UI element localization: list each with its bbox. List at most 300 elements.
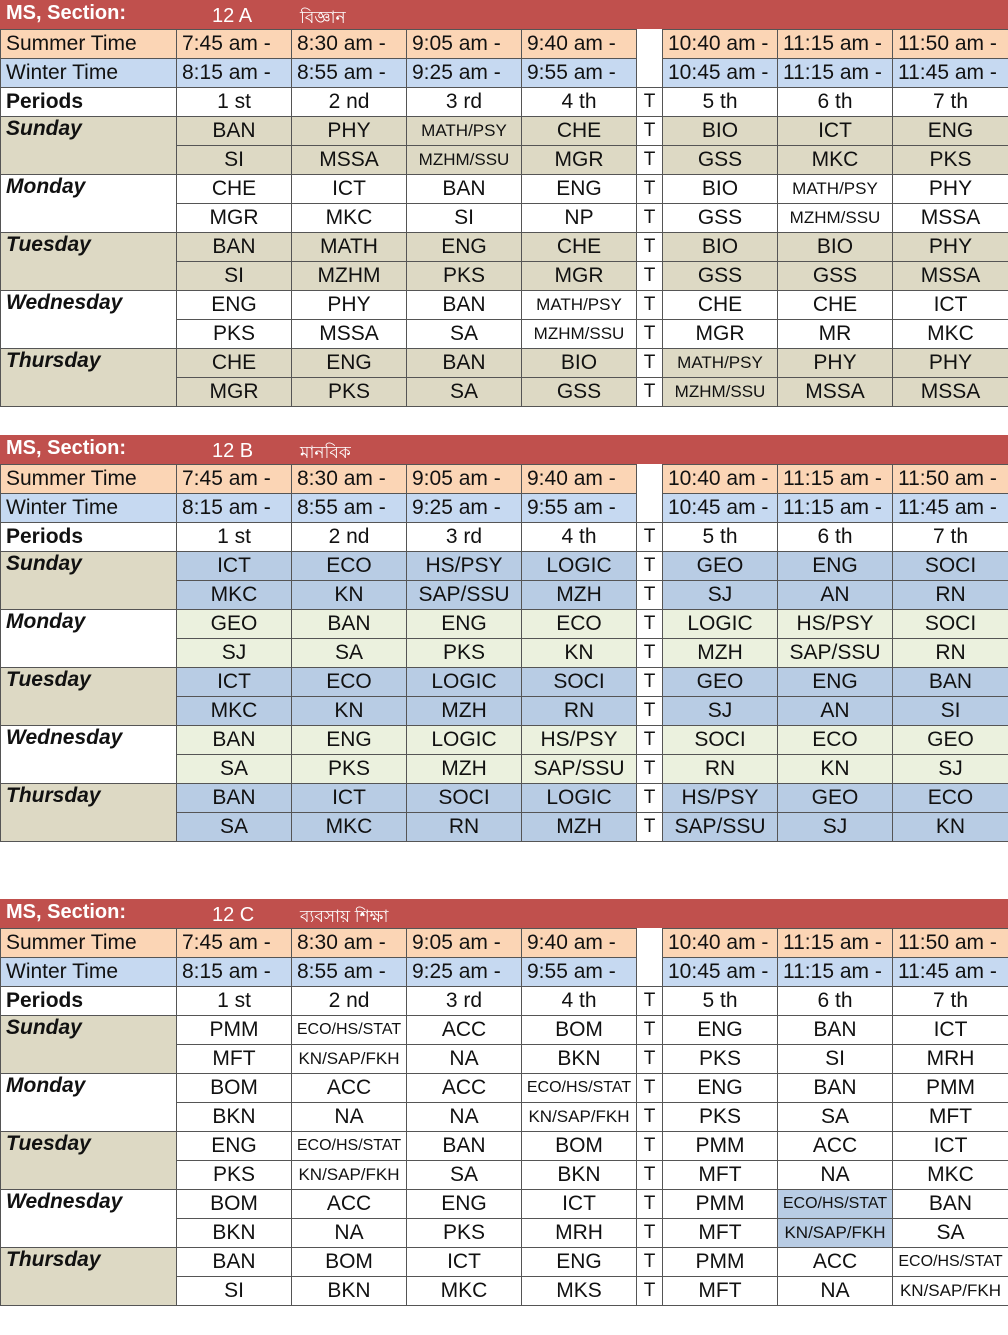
winter-time-cell: 10:45 am - [663,59,778,88]
teacher-cell: BKN [177,1103,292,1132]
period-row [1,523,1008,552]
teacher-cell: SI [778,1045,893,1074]
subject-cell: T [637,1190,663,1219]
subject-cell: ACC [407,1016,522,1045]
subject-cell: T [637,233,663,262]
subject-cell: BAN [407,349,522,378]
subject-cell: GEO [663,668,778,697]
period-cell: 3 rd [407,88,522,117]
subject-cell: BIO [522,349,637,378]
teacher-cell: MRH [522,1219,637,1248]
period-cell: 1 st [177,987,292,1016]
subject-cell: ENG [522,175,637,204]
period-label: Periods [1,523,177,552]
teacher-cell: PKS [893,146,1008,175]
winter-time-label: Winter Time [1,958,177,987]
subject-cell: BOM [292,1248,407,1277]
teacher-cell: RN [893,639,1008,668]
subject-cell: ENG [407,610,522,639]
teacher-cell: KN/SAP/FKH [292,1045,407,1074]
subject-cell: ECO [522,610,637,639]
subject-cell: ICT [177,552,292,581]
day-name: Wednesday [1,726,177,784]
winter-time-row [1,59,1008,88]
summer-time-cell: 8:30 am - [292,30,407,59]
summer-time-cell: 9:40 am - [522,30,637,59]
teacher-cell: T [637,813,663,842]
subject-cell: GEO [663,552,778,581]
subject-cell: BOM [177,1074,292,1103]
teacher-cell: MGR [522,262,637,291]
winter-time-cell: 8:15 am - [177,958,292,987]
subject-cell: ENG [663,1074,778,1103]
subject-cell: ECO [292,552,407,581]
subject-cell: LOGIC [522,784,637,813]
subject-cell: ENG [663,1016,778,1045]
subject-cell: BOM [522,1132,637,1161]
teacher-cell: MKC [292,204,407,233]
teacher-cell: SA [407,378,522,407]
day-name: Monday [1,1074,177,1132]
winter-time-cell: 9:25 am - [407,958,522,987]
subject-cell: BIO [778,233,893,262]
summer-time-cell: 11:15 am - [778,30,893,59]
subject-cell: BIO [663,233,778,262]
day-row [1,784,1008,813]
summer-time-cell: 11:50 am - [893,929,1008,958]
teacher-cell: MZHM/SSU [407,146,522,175]
summer-time-cell: 7:45 am - [177,465,292,494]
teacher-cell: SJ [778,813,893,842]
subject-cell: ECO [893,784,1008,813]
teacher-cell: MFT [663,1277,778,1306]
teacher-cell: SA [407,320,522,349]
teacher-cell: SJ [177,639,292,668]
period-cell: 4 th [522,88,637,117]
teacher-cell: T [637,378,663,407]
teacher-cell: SA [407,1161,522,1190]
subject-cell: ICT [177,668,292,697]
day-row [1,1190,1008,1219]
teacher-cell: MFT [663,1219,778,1248]
subject-cell: ECO/HS/STAT [292,1132,407,1161]
subject-cell: PMM [663,1248,778,1277]
subject-cell: BAN [407,1132,522,1161]
teacher-cell: KN [292,697,407,726]
teacher-cell: MZHM/SSU [778,204,893,233]
day-name: Tuesday [1,668,177,726]
period-label: Periods [1,88,177,117]
teacher-cell: SA [177,813,292,842]
summer-time-cell [637,465,663,494]
winter-time-cell: 9:25 am - [407,494,522,523]
subject-cell: ICT [292,175,407,204]
section-title-bar [0,899,1008,928]
timetable [0,928,1008,1306]
period-cell: 4 th [522,523,637,552]
timetable [0,464,1008,842]
day-row [1,668,1008,697]
subject-cell: BAN [778,1016,893,1045]
teacher-cell: RN [893,581,1008,610]
subject-cell: ENG [292,349,407,378]
teacher-cell: MKC [292,813,407,842]
subject-cell: GEO [778,784,893,813]
subject-cell: MATH/PSY [522,291,637,320]
subject-cell: T [637,1016,663,1045]
teacher-cell: MSSA [292,320,407,349]
teacher-cell: SJ [893,755,1008,784]
subject-cell: ECO/HS/STAT [522,1074,637,1103]
winter-time-label: Winter Time [1,59,177,88]
subject-cell: PMM [177,1016,292,1045]
teacher-cell: PKS [663,1103,778,1132]
summer-time-label: Summer Time [1,929,177,958]
period-cell: 6 th [778,987,893,1016]
teacher-cell: MGR [522,146,637,175]
day-row [1,610,1008,639]
period-row [1,987,1008,1016]
teacher-cell: PKS [663,1045,778,1074]
section-label: MS, Section: [6,437,127,459]
winter-time-cell: 9:55 am - [522,958,637,987]
teacher-cell: AN [778,697,893,726]
subject-cell: BAN [893,1190,1008,1219]
day-row [1,1132,1008,1161]
teacher-cell: KN [292,581,407,610]
summer-time-cell: 9:05 am - [407,929,522,958]
teacher-cell: MSSA [893,204,1008,233]
summer-time-row [1,465,1008,494]
winter-time-cell [637,59,663,88]
teacher-cell: MZHM [292,262,407,291]
summer-time-row [1,929,1008,958]
subject-cell: PHY [893,349,1008,378]
teacher-cell: PKS [292,755,407,784]
subject-cell: MATH/PSY [663,349,778,378]
subject-cell: ENG [407,233,522,262]
teacher-cell: SA [893,1219,1008,1248]
teacher-cell: T [637,146,663,175]
period-cell: 3 rd [407,523,522,552]
subject-cell: BAN [177,233,292,262]
teacher-cell: MZH [407,755,522,784]
teacher-cell: MZHM/SSU [663,378,778,407]
summer-time-row [1,30,1008,59]
period-label: Periods [1,987,177,1016]
subject-cell: BIO [663,117,778,146]
subject-cell: BAN [407,175,522,204]
winter-time-cell: 9:55 am - [522,59,637,88]
subject-cell: CHE [522,117,637,146]
timetable [0,29,1008,407]
period-cell: 4 th [522,987,637,1016]
summer-time-cell: 8:30 am - [292,929,407,958]
subject-cell: ECO [292,668,407,697]
winter-time-cell: 9:55 am - [522,494,637,523]
winter-time-cell: 11:45 am - [893,59,1008,88]
subject-cell: MATH [292,233,407,262]
teacher-cell: T [637,1045,663,1074]
summer-time-cell: 11:50 am - [893,465,1008,494]
teacher-cell: PKS [177,320,292,349]
winter-time-cell: 8:55 am - [292,59,407,88]
day-name: Sunday [1,552,177,610]
period-cell: 6 th [778,523,893,552]
subject-cell: CHE [177,175,292,204]
teacher-cell: SAP/SSU [522,755,637,784]
day-name: Tuesday [1,1132,177,1190]
teacher-cell: MKC [893,320,1008,349]
period-cell: 2 nd [292,523,407,552]
teacher-cell: KN [522,639,637,668]
teacher-cell: GSS [663,146,778,175]
teacher-cell: SI [893,697,1008,726]
winter-time-cell: 8:55 am - [292,958,407,987]
winter-time-label: Winter Time [1,494,177,523]
subject-cell: T [637,1074,663,1103]
subject-cell: T [637,175,663,204]
day-name: Sunday [1,117,177,175]
subject-cell: ACC [292,1190,407,1219]
day-name: Wednesday [1,1190,177,1248]
winter-time-cell: 9:25 am - [407,59,522,88]
subject-cell: PMM [893,1074,1008,1103]
teacher-cell: SA [778,1103,893,1132]
period-cell: 2 nd [292,88,407,117]
section-title-bar [0,0,1008,29]
summer-time-cell [637,929,663,958]
day-name: Tuesday [1,233,177,291]
teacher-cell: T [637,320,663,349]
teacher-cell: SA [177,755,292,784]
teacher-cell: BKN [177,1219,292,1248]
period-cell: 2 nd [292,987,407,1016]
teacher-cell: PKS [177,1161,292,1190]
period-cell: 7 th [893,987,1008,1016]
subject-cell: ECO/HS/STAT [778,1190,893,1219]
day-row [1,1074,1008,1103]
period-cell: 5 th [663,88,778,117]
winter-time-cell: 11:15 am - [778,958,893,987]
teacher-cell: MZH [522,581,637,610]
teacher-cell: RN [663,755,778,784]
subject-cell: HS/PSY [522,726,637,755]
teacher-cell: MRH [893,1045,1008,1074]
section-group: ব্যবসায় শিক্ষা [300,907,389,926]
section-code: 12 A [212,5,253,27]
day-name: Thursday [1,784,177,842]
subject-cell: SOCI [522,668,637,697]
teacher-cell: GSS [663,262,778,291]
day-row [1,175,1008,204]
day-row [1,552,1008,581]
subject-cell: BAN [177,1248,292,1277]
teacher-cell: MKC [177,581,292,610]
day-name: Monday [1,175,177,233]
teacher-cell: SI [177,146,292,175]
day-row [1,1248,1008,1277]
subject-cell: ENG [177,1132,292,1161]
section-group: বিজ্ঞান [300,8,346,27]
subject-cell: LOGIC [663,610,778,639]
subject-cell: BAN [177,117,292,146]
subject-cell: T [637,291,663,320]
teacher-cell: MGR [177,204,292,233]
winter-time-cell [637,494,663,523]
summer-time-label: Summer Time [1,465,177,494]
subject-cell: LOGIC [522,552,637,581]
summer-time-cell: 9:40 am - [522,929,637,958]
subject-cell: PHY [893,233,1008,262]
section-title-bar [0,435,1008,464]
subject-cell: BAN [407,291,522,320]
subject-cell: ECO/HS/STAT [893,1248,1008,1277]
subject-cell: ICT [522,1190,637,1219]
teacher-cell: MKC [407,1277,522,1306]
subject-cell: PHY [893,175,1008,204]
teacher-cell: BKN [292,1277,407,1306]
teacher-cell: MKC [177,697,292,726]
summer-time-label: Summer Time [1,30,177,59]
subject-cell: MATH/PSY [407,117,522,146]
subject-cell: ENG [778,668,893,697]
summer-time-cell: 9:05 am - [407,465,522,494]
subject-cell: T [637,784,663,813]
teacher-cell: KN [893,813,1008,842]
teacher-cell: T [637,262,663,291]
subject-cell: PHY [292,291,407,320]
summer-time-cell: 9:40 am - [522,465,637,494]
subject-cell: ENG [893,117,1008,146]
day-name: Monday [1,610,177,668]
subject-cell: ACC [292,1074,407,1103]
teacher-cell: MFT [663,1161,778,1190]
period-cell: 1 st [177,88,292,117]
teacher-cell: GSS [778,262,893,291]
teacher-cell: SI [177,262,292,291]
subject-cell: T [637,610,663,639]
teacher-cell: KN/SAP/FKH [893,1277,1008,1306]
period-cell: 7 th [893,523,1008,552]
summer-time-cell: 11:15 am - [778,929,893,958]
period-cell: T [637,523,663,552]
teacher-cell: MKC [893,1161,1008,1190]
teacher-cell: MZH [663,639,778,668]
day-name: Thursday [1,349,177,407]
winter-time-row [1,958,1008,987]
winter-time-cell: 8:15 am - [177,59,292,88]
teacher-cell: SI [177,1277,292,1306]
winter-time-cell: 10:45 am - [663,494,778,523]
teacher-cell: RN [407,813,522,842]
subject-cell: SOCI [407,784,522,813]
winter-time-row [1,494,1008,523]
subject-cell: ACC [407,1074,522,1103]
day-name: Sunday [1,1016,177,1074]
day-row [1,233,1008,262]
subject-cell: BOM [522,1016,637,1045]
day-row [1,117,1008,146]
teacher-cell: NP [522,204,637,233]
teacher-cell: MGR [663,320,778,349]
subject-cell: SOCI [893,610,1008,639]
subject-cell: CHE [177,349,292,378]
period-row [1,88,1008,117]
teacher-cell: MR [778,320,893,349]
teacher-cell: SI [407,204,522,233]
subject-cell: SOCI [663,726,778,755]
summer-time-cell: 10:40 am - [663,465,778,494]
day-row [1,349,1008,378]
day-row [1,726,1008,755]
teacher-cell: MZHM/SSU [522,320,637,349]
subject-cell: BAN [893,668,1008,697]
teacher-cell: SJ [663,697,778,726]
subject-cell: BIO [663,175,778,204]
teacher-cell: MFT [177,1045,292,1074]
section-code: 12 B [212,440,254,462]
teacher-cell: RN [522,697,637,726]
subject-cell: BAN [177,784,292,813]
winter-time-cell: 8:15 am - [177,494,292,523]
subject-cell: BOM [177,1190,292,1219]
teacher-cell: NA [292,1103,407,1132]
section-label: MS, Section: [6,901,127,923]
day-row [1,291,1008,320]
summer-time-cell: 7:45 am - [177,929,292,958]
subject-cell: ICT [778,117,893,146]
period-cell: 7 th [893,88,1008,117]
teacher-cell: PKS [407,639,522,668]
teacher-cell: MKS [522,1277,637,1306]
period-cell: 6 th [778,88,893,117]
teacher-cell: SAP/SSU [778,639,893,668]
subject-cell: ACC [778,1248,893,1277]
subject-cell: HS/PSY [407,552,522,581]
subject-cell: GEO [177,610,292,639]
period-cell: T [637,987,663,1016]
subject-cell: T [637,726,663,755]
teacher-cell: PKS [407,262,522,291]
period-cell: T [637,88,663,117]
teacher-cell: T [637,581,663,610]
winter-time-cell: 11:15 am - [778,494,893,523]
period-cell: 3 rd [407,987,522,1016]
teacher-cell: SA [292,639,407,668]
teacher-cell: T [637,639,663,668]
winter-time-cell [637,958,663,987]
subject-cell: T [637,668,663,697]
subject-cell: ENG [177,291,292,320]
winter-time-cell: 10:45 am - [663,958,778,987]
subject-cell: ENG [522,1248,637,1277]
teacher-cell: KN/SAP/FKH [778,1219,893,1248]
subject-cell: HS/PSY [778,610,893,639]
subject-cell: T [637,1132,663,1161]
day-row [1,1016,1008,1045]
teacher-cell: T [637,1277,663,1306]
subject-cell: HS/PSY [663,784,778,813]
winter-time-cell: 11:45 am - [893,494,1008,523]
winter-time-cell: 11:45 am - [893,958,1008,987]
period-cell: 1 st [177,523,292,552]
subject-cell: PHY [292,117,407,146]
section-code: 12 C [212,904,255,926]
subject-cell: LOGIC [407,726,522,755]
subject-cell: T [637,349,663,378]
teacher-cell: NA [407,1045,522,1074]
